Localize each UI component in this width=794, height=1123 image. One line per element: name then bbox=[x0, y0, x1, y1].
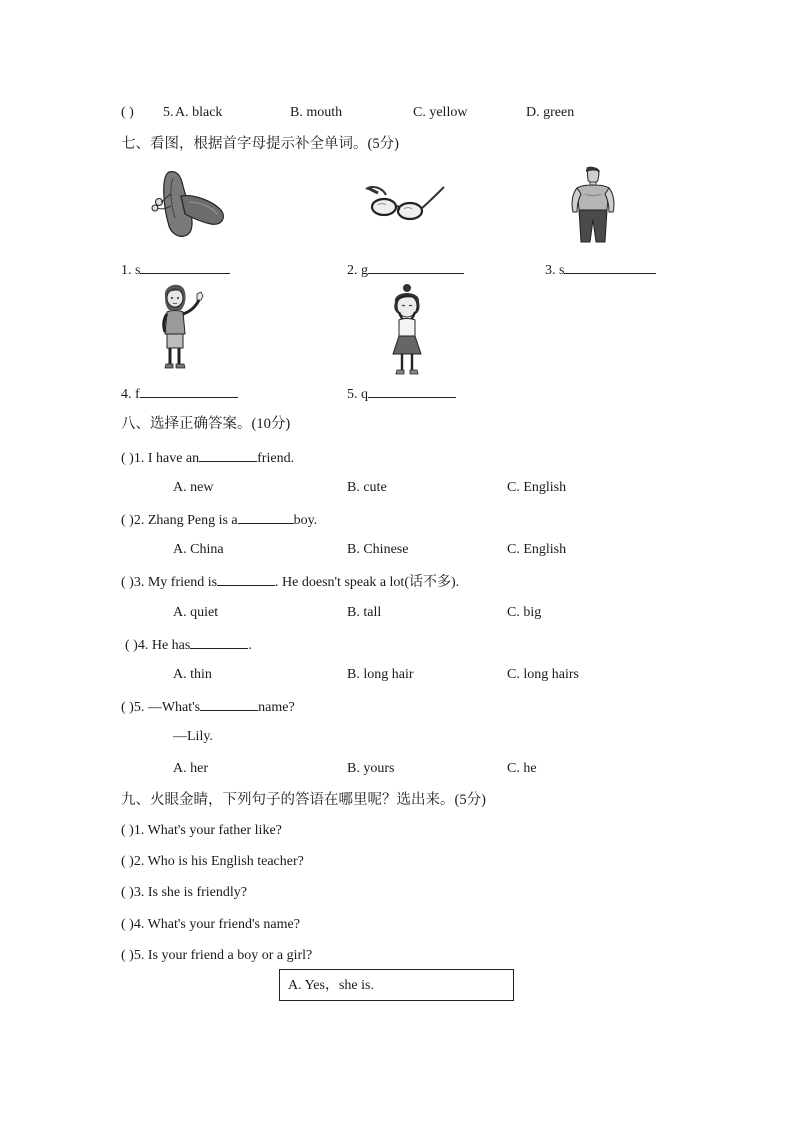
s8-q4 bbox=[125, 635, 252, 655]
s8-q1-stem: 1. I have an bbox=[133, 451, 200, 466]
s7-item3 bbox=[545, 260, 656, 280]
s7-item4-label: 4. f bbox=[121, 387, 140, 402]
s9-q5 bbox=[121, 947, 312, 965]
s8-q5 bbox=[121, 697, 295, 717]
section8-title: 八、选择正确答案。(10分) bbox=[121, 416, 291, 432]
s7-item2 bbox=[347, 260, 464, 280]
waving-girl-icon bbox=[157, 282, 207, 374]
s8-q3-blank[interactable] bbox=[217, 572, 275, 586]
s8-q5-option-b: B. yours bbox=[347, 761, 395, 776]
q-top-option-c: C. yellow bbox=[413, 105, 468, 120]
q-top-option-b: B. mouth bbox=[290, 105, 343, 120]
answer-box bbox=[279, 969, 514, 1001]
s8-q4-stem-end: . bbox=[248, 638, 252, 653]
s7-item5-blank[interactable] bbox=[368, 384, 456, 398]
s8-q2-paren: ( ) bbox=[121, 513, 134, 528]
s8-q2-option-b: B. Chinese bbox=[347, 542, 409, 557]
s7-item4-blank[interactable] bbox=[140, 384, 238, 398]
s7-item1-label: 1. s bbox=[121, 263, 141, 278]
s8-q3-option-c: C. big bbox=[507, 605, 542, 620]
s8-q2-stem: 2. Zhang Peng is a bbox=[133, 513, 238, 528]
s8-q3-option-b: B. tall bbox=[347, 605, 382, 620]
s8-q1-blank[interactable] bbox=[199, 448, 257, 462]
s9-q3-paren: ( ) bbox=[121, 885, 134, 900]
s8-q5-stem-end: name? bbox=[258, 700, 295, 715]
s8-q1-option-c: C. English bbox=[507, 480, 567, 495]
s8-q1-option-b: B. cute bbox=[347, 480, 387, 495]
quiet-girl-icon bbox=[387, 282, 427, 380]
s9-q1 bbox=[121, 822, 282, 840]
s8-q1-stem-end: friend. bbox=[257, 451, 295, 466]
s7-item5 bbox=[347, 384, 456, 404]
s7-item1-blank[interactable] bbox=[140, 260, 230, 274]
s8-q2-blank[interactable] bbox=[238, 510, 294, 524]
s9-q4-paren: ( ) bbox=[121, 917, 134, 932]
s9-q3-text: 3. Is she is friendly? bbox=[133, 885, 247, 900]
s8-q4-stem: 4. He has bbox=[137, 638, 191, 653]
s8-q1-option-a: A. new bbox=[173, 480, 214, 495]
s8-q3-stem-end: . He doesn't speak a lot(话不多). bbox=[275, 575, 460, 590]
s8-q4-option-c: C. long hairs bbox=[507, 667, 579, 682]
s9-q4 bbox=[121, 916, 300, 934]
q-top-option-d: D. green bbox=[526, 105, 575, 120]
s8-q3 bbox=[121, 572, 459, 592]
s8-q2 bbox=[121, 510, 317, 530]
q-top-paren: ( ) bbox=[121, 105, 134, 120]
s9-q5-text: 5. Is your friend a boy or a girl? bbox=[133, 948, 313, 963]
s9-q1-paren: ( ) bbox=[121, 823, 134, 838]
s7-item2-blank[interactable] bbox=[368, 260, 464, 274]
s7-item2-label: 2. g bbox=[347, 263, 368, 278]
answer-box-text: A. Yes，she is. bbox=[288, 978, 374, 993]
s8-q5-stem: 5. —What's bbox=[133, 700, 201, 715]
s8-q3-paren: ( ) bbox=[121, 575, 134, 590]
s8-q5-option-c: C. he bbox=[507, 761, 537, 776]
section9-title: 九、火眼金睛，下列句子的答语在哪里呢？选出来。(5分) bbox=[121, 792, 486, 808]
s7-item4 bbox=[121, 384, 238, 404]
s7-item3-label: 3. s bbox=[545, 263, 565, 278]
s8-q4-paren: ( ) bbox=[125, 638, 138, 653]
q-top-option-a: A. black bbox=[175, 105, 223, 120]
s8-q2-option-a: A. China bbox=[173, 542, 224, 557]
s8-q4-option-a: A. thin bbox=[173, 667, 212, 682]
ballet-shoes-icon bbox=[147, 166, 229, 242]
s8-q4-blank[interactable] bbox=[190, 635, 248, 649]
s8-q2-stem-end: boy. bbox=[293, 513, 318, 528]
s9-q3 bbox=[121, 884, 247, 902]
s7-item1 bbox=[121, 260, 230, 280]
s8-q3-stem: 3. My friend is bbox=[133, 575, 218, 590]
s8-q5-paren: ( ) bbox=[121, 700, 134, 715]
s8-q5-blank[interactable] bbox=[200, 697, 258, 711]
s9-q2 bbox=[121, 853, 304, 871]
q-top-number: 5. bbox=[163, 105, 174, 120]
s9-q5-paren: ( ) bbox=[121, 948, 134, 963]
s9-q2-text: 2. Who is his English teacher? bbox=[133, 854, 304, 869]
glasses-icon bbox=[364, 183, 446, 223]
s8-q4-option-b: B. long hair bbox=[347, 667, 414, 682]
s8-q2-option-c: C. English bbox=[507, 542, 567, 557]
s9-q4-text: 4. What's your friend's name? bbox=[133, 917, 300, 932]
s7-item3-blank[interactable] bbox=[564, 260, 656, 274]
s8-q3-option-a: A. quiet bbox=[173, 605, 219, 620]
section7-title: 七、看图，根据首字母提示补全单词。(5分) bbox=[121, 136, 399, 152]
s8-q1 bbox=[121, 448, 294, 468]
s8-q5-option-a: A. her bbox=[173, 761, 208, 776]
s9-q1-text: 1. What's your father like? bbox=[133, 823, 282, 838]
s8-q5-answer-line: —Lily. bbox=[173, 729, 213, 744]
s7-item5-label: 5. q bbox=[347, 387, 368, 402]
s9-q2-paren: ( ) bbox=[121, 854, 134, 869]
strong-man-icon bbox=[569, 166, 617, 244]
s8-q1-paren: ( ) bbox=[121, 451, 134, 466]
